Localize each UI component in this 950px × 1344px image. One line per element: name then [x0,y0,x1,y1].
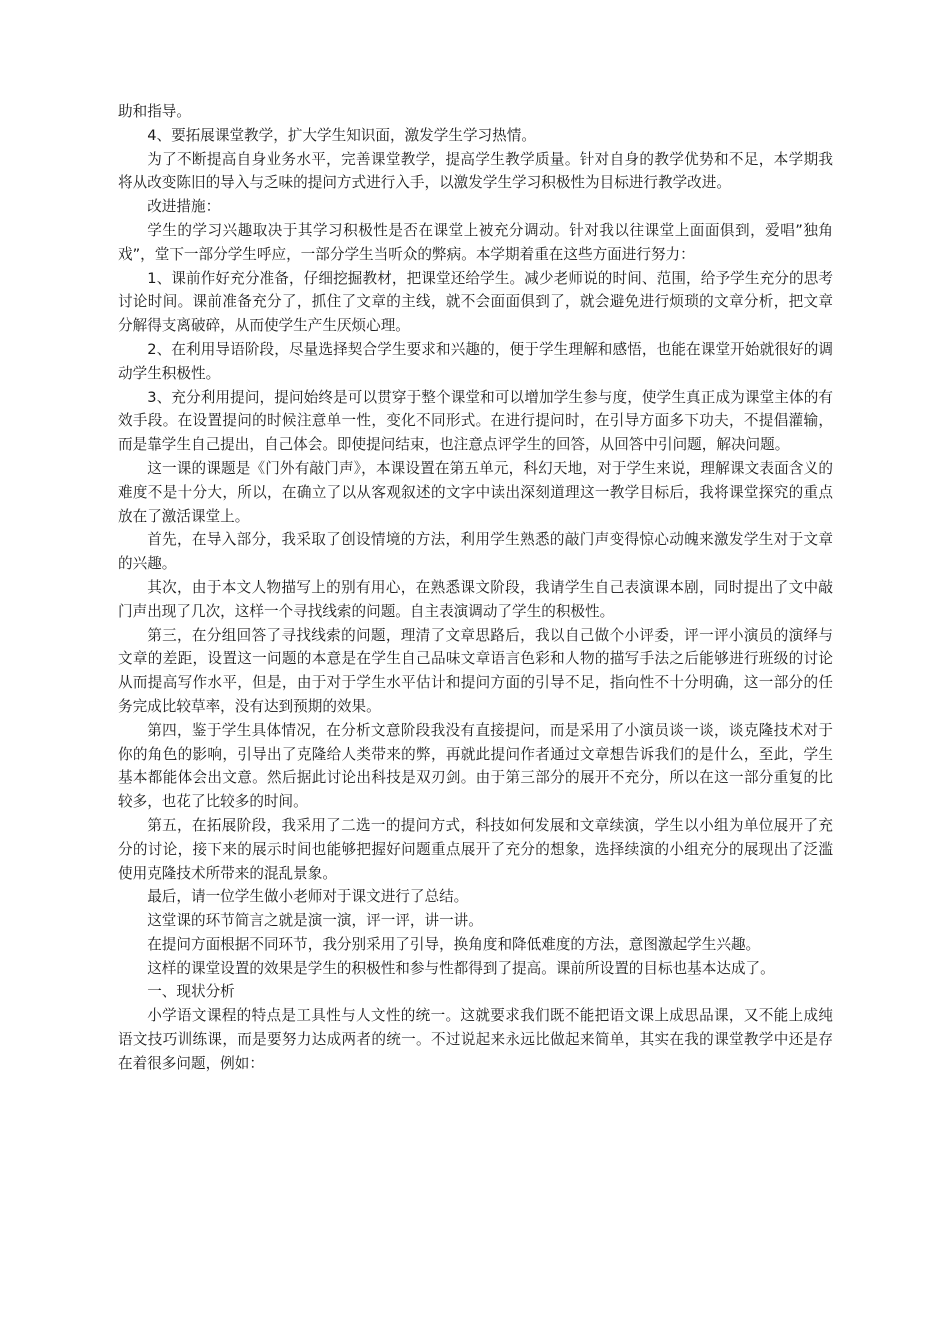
section-heading: 一、现状分析 [147,983,235,1001]
paragraph: 改进措施： [147,198,221,216]
document-page [118,100,833,1076]
paragraph: 这一课的课题是《门外有敲门声》，本课设置在第五单元，科幻天地，对于学生来说，理解课文表面含义的难度不是十分大，所以，在确立了以从客观叙述的文字中读出深刻道理这一教学目标后，我将课堂探究的重点放在了激活课堂上。 [118,459,833,525]
paragraph: 小学语文课程的特点是工具性与人文性的统一。这就要求我们既不能把语文课上成思品课，又不能上成纯语文技巧训练课，而是要努力达成两者的统一。不过说起来永远比做起来简单，其实在我的课堂教学中还是存在着很多问题，例如： [118,1007,833,1072]
paragraph: 这样的课堂设置的效果是学生的积极性和参与性都得到了提高。课前所设置的目标也基本达成了。 [147,959,775,977]
paragraph: 3、充分利用提问，提问始终是可以贯穿于整个课堂和可以增加学生参与度，使学生真正成为课堂主体的有效手段。在设置提问的时候注意单一性，变化不同形式。在进行提问时，在引导方面多下功夫，不提倡灌输，而是靠学生自己提出，自己体会。即使提问结束，也注意点评学生的回答，从回答中引问题，解决问题。 [118,388,833,454]
paragraph: 第三，在分组回答了寻找线索的问题，理清了文章思路后，我以自己做个小评委，评一评小演员的演绎与文章的差距，设置这一问题的本意是在学生自己品味文章语言色彩和人物的描写手法之后能够进行班级的讨论从而提高写作水平，但是，由于对于学生水平估计和提问方面的引导不足，指向性不十分明确，这一部分的任务完成比较草率，没有达到预期的效果。 [118,626,833,715]
paragraph: 4、要拓展课堂教学，扩大学生知识面，激发学生学习热情。 [147,126,536,144]
paragraph: 第五，在拓展阶段，我采用了二选一的提问方式，科技如何发展和文章续演，学生以小组为单位展开了充分的讨论，接下来的展示时间也能够把握好问题重点展开了充分的想象，选择续演的小组充分的展现出了泛滥使用克隆技术所带来的混乱景象。 [118,816,833,882]
paragraph: 其次，由于本文人物描写上的别有用心，在熟悉课文阶段，我请学生自己表演课本剧，同时提出了文中敲门声出现了几次，这样一个寻找线索的问题。自主表演调动了学生的积极性。 [118,578,833,620]
paragraph: 首先，在导入部分，我采取了创设情境的方法，利用学生熟悉的敲门声变得惊心动魄来激发学生对于文章的兴趣。 [118,531,833,573]
paragraph: 助和指导。 [118,103,191,120]
paragraph: 1、课前作好充分准备，仔细挖掘教材，把课堂还给学生。减少老师说的时间、范围，给予学生充分的思考讨论时间。课前准备充分了，抓住了文章的主线，就不会面面俱到了，就会避免进行烦琐的文章分析，把文章分解得支离破碎，从而使学生产生厌烦心理。 [118,269,833,335]
paragraph: 学生的学习兴趣取决于其学习积极性是否在课堂上被充分调动。针对我以往课堂上面面俱到，爱唱”独角戏”，堂下一部分学生呼应，一部分学生当听众的弊病。本学期着重在这些方面进行努力： [118,221,833,263]
paragraph: 最后，请一位学生做小老师对于课文进行了总结。 [147,888,469,906]
paragraph: 这堂课的环节简言之就是演一演，评一评，讲一讲。 [147,912,483,930]
paragraph: 在提问方面根据不同环节，我分别采用了引导，换角度和降低难度的方法，意图激起学生兴趣。 [147,935,761,953]
paragraph: 2、在利用导语阶段，尽量选择契合学生要求和兴趣的，便于学生理解和感悟，也能在课堂开始就很好的调动学生积极性。 [118,340,833,382]
paragraph: 为了不断提高自身业务水平，完善课堂教学，提高学生教学质量。针对自身的教学优势和不足，本学期我将从改变陈旧的导入与乏味的提问方式进行入手，以激发学生学习积极性为目标进行教学改进。 [118,150,833,192]
paragraph: 第四，鉴于学生具体情况，在分析文意阶段我没有直接提问，而是采用了小演员谈一谈，谈克隆技术对于你的角色的影响，引导出了克隆给人类带来的弊，再就此提问作者通过文章想告诉我们的是什么，至此，学生基本都能体会出文意。然后据此讨论出科技是双刃剑。由于第三部分的展开不充分，所以在这一部分重复的比较多，也花了比较多的时间。 [118,721,833,811]
